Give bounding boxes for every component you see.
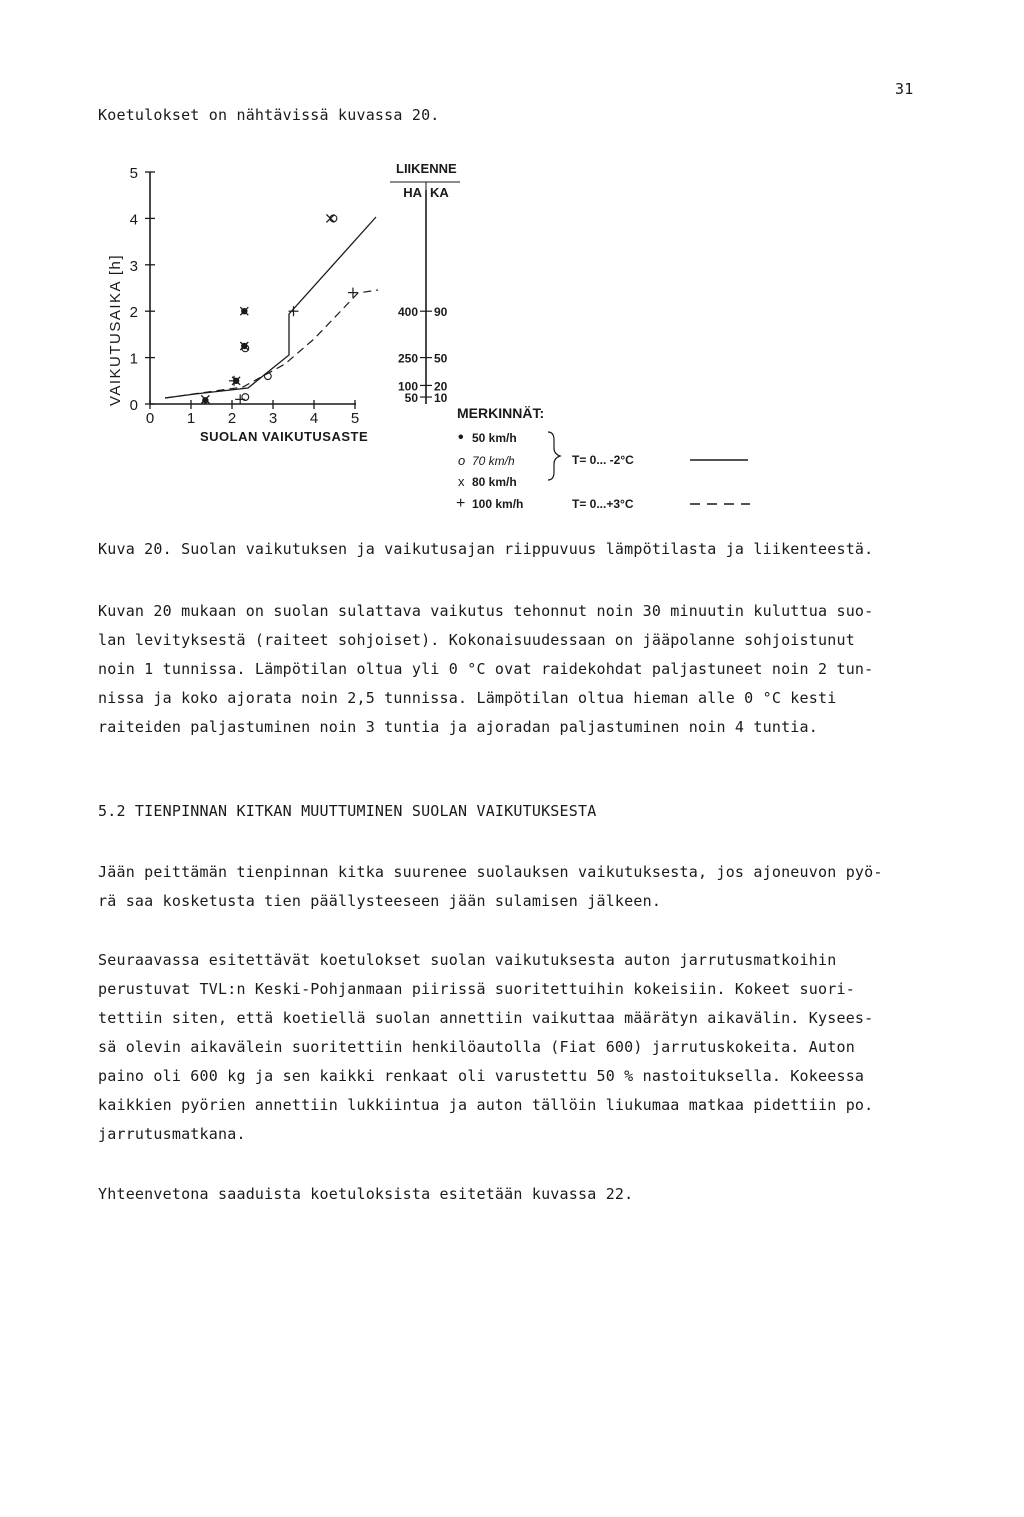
legend-label-100kmh: 100 km/h: [472, 497, 524, 511]
legend-label-50kmh: 50 km/h: [472, 431, 517, 445]
legend-symbol-circle: o: [458, 453, 466, 468]
legend-symbol-plus: +: [456, 495, 466, 512]
paragraph-3: [98, 946, 928, 1149]
text-line: Yhteenvetona saaduista koetuloksista esitetään kuvassa 22.: [98, 1185, 634, 1203]
y-axis-label: VAIKUTUSAIKA [h]: [107, 253, 124, 407]
text-line: Kuvan 20 mukaan on suolan sulattava vaikutus tehonnut noin 30 minuutin kuluttua suo-: [98, 602, 874, 620]
traffic-ha-label: 100: [397, 379, 418, 394]
x-axis-label: SUOLAN VAIKUTUSASTE: [200, 429, 369, 444]
traffic-axis-title: LIIKENNE: [396, 161, 457, 176]
traffic-ka-label: 10: [434, 391, 448, 406]
traffic-col-ha: HA: [403, 185, 422, 200]
y-tick-label: 3: [129, 257, 138, 275]
data-point-plus: [235, 394, 245, 404]
legend-symbol-dot: •: [458, 429, 464, 446]
data-marks: [201, 214, 358, 404]
figure-caption: Kuva 20. Suolan vaikutuksen ja vaikutusajan riippuvuus lämpötilasta ja liikenteestä.: [98, 540, 874, 558]
traffic-ha-label: 50: [404, 391, 418, 406]
section-heading: 5.2 TIENPINNAN KITKAN MUUTTUMINEN SUOLAN VAIKUTUKSESTA: [98, 802, 597, 820]
traffic-ka-label: 50: [434, 351, 448, 366]
traffic-ka-label: 90: [434, 305, 448, 320]
text-line: Seuraavassa esitettävät koetulokset suolan vaikutuksesta auton jarrutusmatkoihin: [98, 951, 837, 969]
y-tick-label: 4: [129, 211, 138, 229]
traffic-ha-label: 250: [397, 351, 418, 366]
y-tick-label: 0: [129, 397, 138, 414]
text-line: raiteiden paljastuminen noin 3 tuntia ja ajoradan paljastuminen noin 4 tuntia.: [98, 718, 818, 736]
y-tick-label: 2: [129, 304, 138, 322]
legend-title: MERKINNÄT:: [457, 405, 545, 421]
text-line: lan levityksestä (raiteet sohjoiset). Kokonaisuudessaan on jääpolanne sohjoistunut: [98, 631, 855, 649]
y-tick-label: 1: [129, 350, 138, 368]
traffic-col-ka: KA: [430, 185, 449, 200]
data-point-dot: [202, 397, 208, 403]
trend-line-plus3: [165, 290, 378, 398]
y-tick-label: 5: [129, 165, 138, 182]
x-tick-label: 2: [227, 410, 237, 427]
legend-label-70kmh: 70 km/h: [472, 454, 515, 468]
text-line: kaikkien pyörien annettiin lukkiintua ja auton tällöin liukumaa matkaa pidettiin po.: [98, 1096, 874, 1114]
text-line: Jään peittämän tienpinnan kitka suurenee suolauksen vaikutuksesta, jos ajoneuvon pyö-: [98, 863, 883, 881]
x-tick-label: 4: [309, 410, 319, 427]
intro-text: Koetulokset on nähtävissä kuvassa 20.: [98, 106, 440, 124]
legend-condition-2: T= 0...+3°C: [572, 497, 634, 511]
x-tick-label: 1: [186, 410, 196, 427]
text-line: sä olevin aikavälein suoritettiin henkilöautolla (Fiat 600) jarrutuskokeita. Auton: [98, 1038, 855, 1056]
text-line: rä saa kosketusta tien päällysteeseen jään sulamisen jälkeen.: [98, 892, 662, 910]
paragraph-2: [98, 858, 928, 916]
text-line: noin 1 tunnissa. Lämpötilan oltua yli 0 °C ovat raidekohdat paljastuneet noin 2 tun-: [98, 660, 874, 678]
text-line: nissa ja koko ajorata noin 2,5 tunnissa. Lämpötilan oltua hieman alle 0 °C kesti: [98, 689, 837, 707]
x-tick-label: 0: [145, 410, 155, 427]
text-line: perustuvat TVL:n Keski-Pohjanmaan piirissä suoritettuihin kokeisiin. Kokeet suori-: [98, 980, 855, 998]
traffic-ticks: [398, 305, 448, 405]
text-line: paino oli 600 kg ja sen kaikki renkaat oli varustettu 50 % nastoituksella. Kokeessa: [98, 1067, 865, 1085]
data-point-plus: [289, 306, 299, 316]
data-point-plus: [229, 376, 239, 386]
legend-brace: [548, 432, 560, 480]
paragraph-4: [98, 1180, 928, 1209]
traffic-ka-label: 20: [434, 379, 448, 394]
legend-label-80kmh: 80 km/h: [472, 475, 517, 489]
x-tick-label: 5: [350, 410, 360, 427]
legend-condition-1: T= 0... -2°C: [572, 453, 634, 467]
figure-20-chart: [0, 0, 1024, 540]
text-line: tettiin siten, että koetiellä suolan annettiin vaikuttaa määrätyn aikavälin. Kysees-: [98, 1009, 874, 1027]
traffic-ha-label: 400: [397, 305, 418, 320]
page-number: 31: [895, 80, 914, 98]
text-line: jarrutusmatkana.: [98, 1125, 246, 1143]
x-tick-label: 3: [268, 410, 278, 427]
y-ticks: [130, 165, 155, 414]
legend-symbol-x: x: [458, 474, 465, 489]
data-point-x: [326, 214, 334, 222]
data-point-plus: [348, 288, 358, 298]
paragraph-1: [98, 597, 928, 742]
